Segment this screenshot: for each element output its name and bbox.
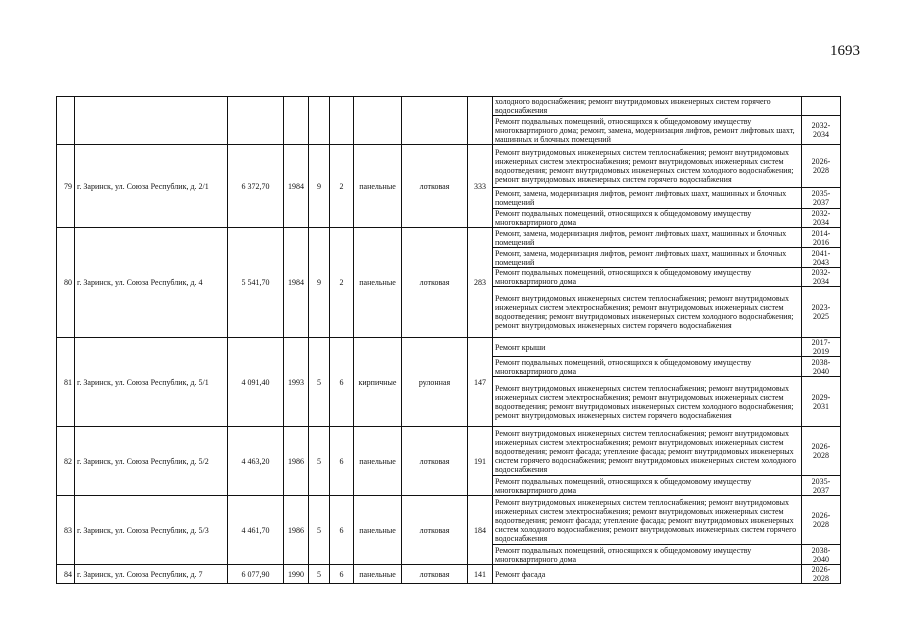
entrances-cell: 6 — [330, 427, 354, 496]
work-type-cell: Ремонт подвальных помещений, относящихся к общедомовому имуществу многоквартирного дома; ремонт, замена, модернизация лифтов, ремонт лифтовых шахт, машинных и блочных помещений — [493, 116, 802, 145]
roof-type-cell: лотковая — [402, 228, 468, 338]
table-row — [57, 427, 841, 476]
residents-cell: 141 — [468, 565, 493, 584]
entrances-cell: 2 — [330, 228, 354, 338]
entrances-cell: 6 — [330, 338, 354, 427]
work-type-cell: холодного водоснабжения; ремонт внутридомовых инженерных систем горячего водоснабжения — [493, 97, 802, 116]
work-type-cell: Ремонт подвальных помещений, относящихся к общедомовому имуществу многоквартирного дома — [493, 268, 802, 287]
roof-type-cell: лотковая — [402, 496, 468, 565]
repair-period-cell: 2038-2040 — [802, 545, 841, 565]
repair-period-cell: 2026-2028 — [802, 427, 841, 476]
work-type-cell: Ремонт внутридомовых инженерных систем теплоснабжения; ремонт внутридомовых инженерных систем электроснабжения; ремонт внутридомовых инженерных систем водоотведения; ремонт внутридомовых инженерных систем холодного водоснабжения; ремонт внутридомовых инженерных систем горячего водоснабжения — [493, 287, 802, 338]
floors-cell: 9 — [309, 145, 330, 228]
table-row — [57, 228, 841, 248]
roof-type-cell: лотковая — [402, 565, 468, 584]
repair-period-cell: 2032-2034 — [802, 268, 841, 287]
year-built-cell: 1984 — [284, 145, 309, 228]
work-type-cell: Ремонт подвальных помещений, относящихся к общедомовому имуществу многоквартирного дома — [493, 357, 802, 377]
address-cell: г. Заринск, ул. Союза Республик, д. 2/1 — [75, 145, 228, 228]
floors-cell: 5 — [309, 338, 330, 427]
work-type-cell: Ремонт подвальных помещений, относящихся к общедомовому имуществу многоквартирного дома — [493, 209, 802, 228]
repair-period-cell: 2041-2043 — [802, 248, 841, 268]
work-type-cell: Ремонт внутридомовых инженерных систем теплоснабжения; ремонт внутридомовых инженерных систем электроснабжения; ремонт внутридомовых инженерных систем водоотведения; ремонт фасада; утепление фасада; ремонт внутридомовых инженерных систем горячего водоснабжения; ремонт внутридомовых инженерных систем холодного водоснабжения — [493, 427, 802, 476]
repair-period-cell — [802, 97, 841, 116]
page-number: 1693 — [830, 43, 860, 59]
year-built-cell — [284, 97, 309, 145]
repair-period-cell: 2032-2034 — [802, 116, 841, 145]
wall-material-cell: панельные — [354, 427, 402, 496]
repair-period-cell: 2026-2028 — [802, 496, 841, 545]
floors-cell: 9 — [309, 228, 330, 338]
repair-period-cell: 2023-2025 — [802, 287, 841, 338]
year-built-cell: 1984 — [284, 228, 309, 338]
repair-period-cell: 2038-2040 — [802, 357, 841, 377]
roof-type-cell: рулонная — [402, 338, 468, 427]
wall-material-cell: кирпичные — [354, 338, 402, 427]
work-type-cell: Ремонт внутридомовых инженерных систем теплоснабжения; ремонт внутридомовых инженерных систем электроснабжения; ремонт внутридомовых инженерных систем водоотведения; ремонт внутридомовых инженерных систем холодного водоснабжения; ремонт внутридомовых инженерных систем горячего водоснабжения — [493, 145, 802, 188]
work-type-cell: Ремонт фасада — [493, 565, 802, 584]
area-cell: 4 461,70 — [228, 496, 284, 565]
row-number: 79 — [57, 145, 75, 228]
address-cell: г. Заринск, ул. Союза Республик, д. 4 — [75, 228, 228, 338]
table-row — [57, 565, 841, 584]
residents-cell: 147 — [468, 338, 493, 427]
repair-period-cell: 2014-2016 — [802, 228, 841, 248]
residents-cell: 191 — [468, 427, 493, 496]
roof-type-cell: лотковая — [402, 427, 468, 496]
row-number: 80 — [57, 228, 75, 338]
row-number: 84 — [57, 565, 75, 584]
area-cell — [228, 97, 284, 145]
repair-period-cell: 2035-2037 — [802, 476, 841, 496]
address-cell — [75, 97, 228, 145]
floors-cell: 5 — [309, 565, 330, 584]
area-cell: 6 372,70 — [228, 145, 284, 228]
work-type-cell: Ремонт, замена, модернизация лифтов, ремонт лифтовых шахт, машинных и блочных помещений — [493, 188, 802, 209]
work-type-cell: Ремонт крыши — [493, 338, 802, 357]
address-cell: г. Заринск, ул. Союза Республик, д. 5/3 — [75, 496, 228, 565]
repair-period-cell: 2029-2031 — [802, 377, 841, 427]
floors-cell: 5 — [309, 427, 330, 496]
floors-cell — [309, 97, 330, 145]
row-number: 83 — [57, 496, 75, 565]
residents-cell — [468, 97, 493, 145]
table-row — [57, 496, 841, 545]
repair-period-cell: 2035-2037 — [802, 188, 841, 209]
table-row — [57, 97, 841, 116]
entrances-cell: 6 — [330, 496, 354, 565]
entrances-cell: 2 — [330, 145, 354, 228]
row-number: 81 — [57, 338, 75, 427]
area-cell: 5 541,70 — [228, 228, 284, 338]
work-type-cell: Ремонт внутридомовых инженерных систем теплоснабжения; ремонт внутридомовых инженерных систем электроснабжения; ремонт внутридомовых инженерных систем водоотведения; ремонт внутридомовых инженерных систем холодного водоснабжения; ремонт внутридомовых инженерных систем горячего водоснабжения — [493, 377, 802, 427]
residents-cell: 184 — [468, 496, 493, 565]
residents-cell: 333 — [468, 145, 493, 228]
roof-type-cell: лотковая — [402, 145, 468, 228]
work-type-cell: Ремонт внутридомовых инженерных систем теплоснабжения; ремонт внутридомовых инженерных систем электроснабжения; ремонт внутридомовых инженерных систем водоотведения; ремонт фасада; утепление фасада; ремонт внутридомовых инженерных систем холодного водоснабжения; ремонт внутридомовых инженерных систем горячего водоснабжения — [493, 496, 802, 545]
repair-period-cell: 2026-2028 — [802, 565, 841, 584]
wall-material-cell — [354, 97, 402, 145]
table-row — [57, 338, 841, 357]
repair-period-cell: 2032-2034 — [802, 209, 841, 228]
area-cell: 6 077,90 — [228, 565, 284, 584]
address-cell: г. Заринск, ул. Союза Республик, д. 5/1 — [75, 338, 228, 427]
area-cell: 4 091,40 — [228, 338, 284, 427]
area-cell: 4 463,20 — [228, 427, 284, 496]
repair-period-cell: 2026-2028 — [802, 145, 841, 188]
work-type-cell: Ремонт, замена, модернизация лифтов, ремонт лифтовых шахт, машинных и блочных помещений — [493, 248, 802, 268]
row-number: 82 — [57, 427, 75, 496]
repair-period-cell: 2017-2019 — [802, 338, 841, 357]
work-type-cell: Ремонт подвальных помещений, относящихся к общедомовому имуществу многоквартирного дома — [493, 476, 802, 496]
table-row — [57, 145, 841, 188]
year-built-cell: 1986 — [284, 496, 309, 565]
roof-type-cell — [402, 97, 468, 145]
work-type-cell: Ремонт подвальных помещений, относящихся к общедомовому имуществу многоквартирного дома — [493, 545, 802, 565]
wall-material-cell: панельные — [354, 228, 402, 338]
wall-material-cell: панельные — [354, 496, 402, 565]
residents-cell: 283 — [468, 228, 493, 338]
entrances-cell: 6 — [330, 565, 354, 584]
address-cell: г. Заринск, ул. Союза Республик, д. 5/2 — [75, 427, 228, 496]
capital-repair-table — [56, 96, 841, 584]
wall-material-cell: панельные — [354, 565, 402, 584]
address-cell: г. Заринск, ул. Союза Республик, д. 7 — [75, 565, 228, 584]
row-number — [57, 97, 75, 145]
year-built-cell: 1990 — [284, 565, 309, 584]
entrances-cell — [330, 97, 354, 145]
floors-cell: 5 — [309, 496, 330, 565]
work-type-cell: Ремонт, замена, модернизация лифтов, ремонт лифтовых шахт, машинных и блочных помещений — [493, 228, 802, 248]
year-built-cell: 1993 — [284, 338, 309, 427]
wall-material-cell: панельные — [354, 145, 402, 228]
year-built-cell: 1986 — [284, 427, 309, 496]
